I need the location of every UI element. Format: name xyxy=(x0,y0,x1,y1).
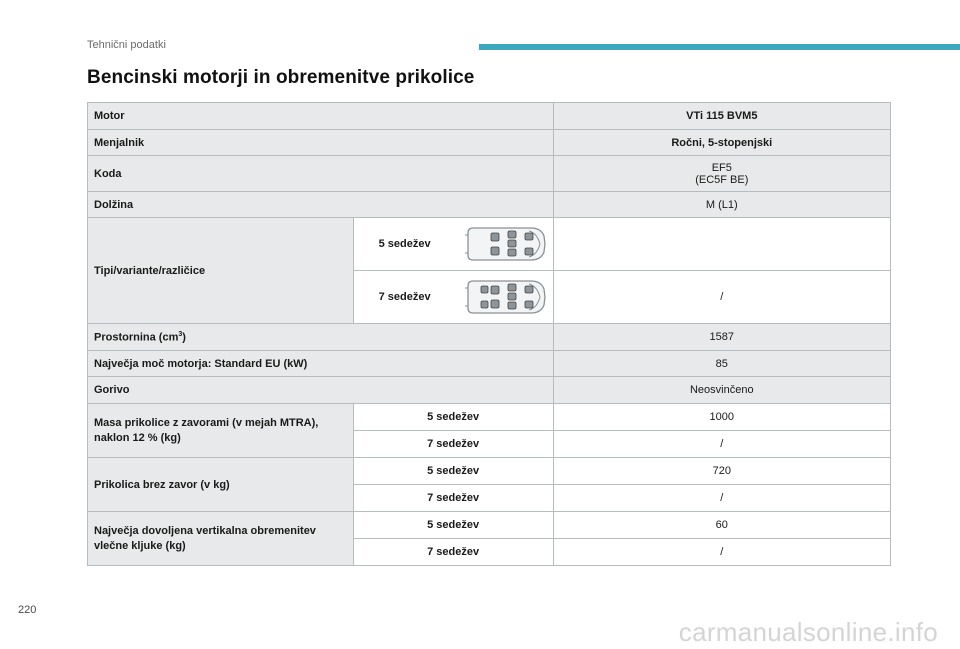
table-row xyxy=(88,458,891,485)
row-value-code xyxy=(553,156,890,192)
variant-7-seats-value: / xyxy=(553,271,890,324)
header-accent-bar xyxy=(479,44,960,50)
row-label-unbraked-trailer: Prikolica brez zavor (v kg) xyxy=(88,458,354,512)
row-value-fuel: Neosvinčeno xyxy=(553,377,890,404)
table-row xyxy=(88,512,891,539)
spec-table xyxy=(87,102,891,566)
nose-5-seats-value: 60 xyxy=(553,512,890,539)
displacement-label-end: ) xyxy=(182,331,186,344)
row-label-variants: Tipi/variante/različice xyxy=(88,218,354,324)
row-label-displacement xyxy=(88,324,554,351)
table-row xyxy=(88,377,891,404)
row-label-fuel: Gorivo xyxy=(88,377,554,404)
seats-label: 7 sedežev xyxy=(378,291,431,303)
table-row xyxy=(88,130,891,156)
braked-7-seats-value: / xyxy=(553,431,890,458)
table-row xyxy=(88,103,891,130)
van-5-seats-icon xyxy=(465,222,547,266)
variant-7-seats xyxy=(353,271,553,324)
row-label-gearbox: Menjalnik xyxy=(88,130,554,156)
seats-label: 5 sedežev xyxy=(378,238,431,250)
row-label-code: Koda xyxy=(88,156,554,192)
table-row xyxy=(88,192,891,218)
unbraked-7-seats-label: 7 sedežev xyxy=(353,485,553,512)
unbraked-5-seats-label: 5 sedežev xyxy=(353,458,553,485)
row-label-length: Dolžina xyxy=(88,192,554,218)
code-value-line1: EF5 xyxy=(711,161,732,174)
braked-5-seats-label: 5 sedežev xyxy=(353,404,553,431)
table-row xyxy=(88,218,891,271)
variant-5-seats xyxy=(353,218,553,271)
row-label-braked-trailer: Masa prikolice z zavorami (v mejah MTRA), naklon 12 % (kg) xyxy=(88,404,354,458)
nose-7-seats-label: 7 sedežev xyxy=(353,539,553,566)
table-row xyxy=(88,324,891,351)
displacement-label: Prostornina (cm xyxy=(94,331,179,344)
braked-7-seats-label: 7 sedežev xyxy=(353,431,553,458)
watermark: carmanualsonline.info xyxy=(678,617,938,647)
table-row xyxy=(88,156,891,192)
row-label-nose-weight: Največja dovoljena vertikalna obremenitev vlečne kljuke (kg) xyxy=(88,512,354,566)
row-value-motor: VTi 115 BVM5 xyxy=(553,103,890,130)
variant-5-seats-value xyxy=(553,218,890,271)
unbraked-5-seats-value: 720 xyxy=(553,458,890,485)
unbraked-7-seats-value: / xyxy=(553,485,890,512)
row-value-displacement: 1587 xyxy=(553,324,890,351)
nose-5-seats-label: 5 sedežev xyxy=(353,512,553,539)
table-row xyxy=(88,404,891,431)
row-label-power: Največja moč motorja: Standard EU (kW) xyxy=(88,351,554,377)
section-title: Tehnični podatki xyxy=(87,39,166,51)
code-value-line2: (EC5F BE) xyxy=(695,173,749,186)
van-7-seats-icon xyxy=(465,275,547,319)
row-label-motor: Motor xyxy=(88,103,554,130)
row-value-gearbox: Ročni, 5-stopenjski xyxy=(553,130,890,156)
braked-5-seats-value: 1000 xyxy=(553,404,890,431)
page-number: 220 xyxy=(18,604,37,616)
row-value-power: 85 xyxy=(553,351,890,377)
nose-7-seats-value: / xyxy=(553,539,890,566)
displacement-label-sup: 3 xyxy=(178,330,183,338)
row-value-length: M (L1) xyxy=(553,192,890,218)
table-row xyxy=(88,351,891,377)
page-title: Bencinski motorji in obremenitve prikolice xyxy=(87,67,475,88)
